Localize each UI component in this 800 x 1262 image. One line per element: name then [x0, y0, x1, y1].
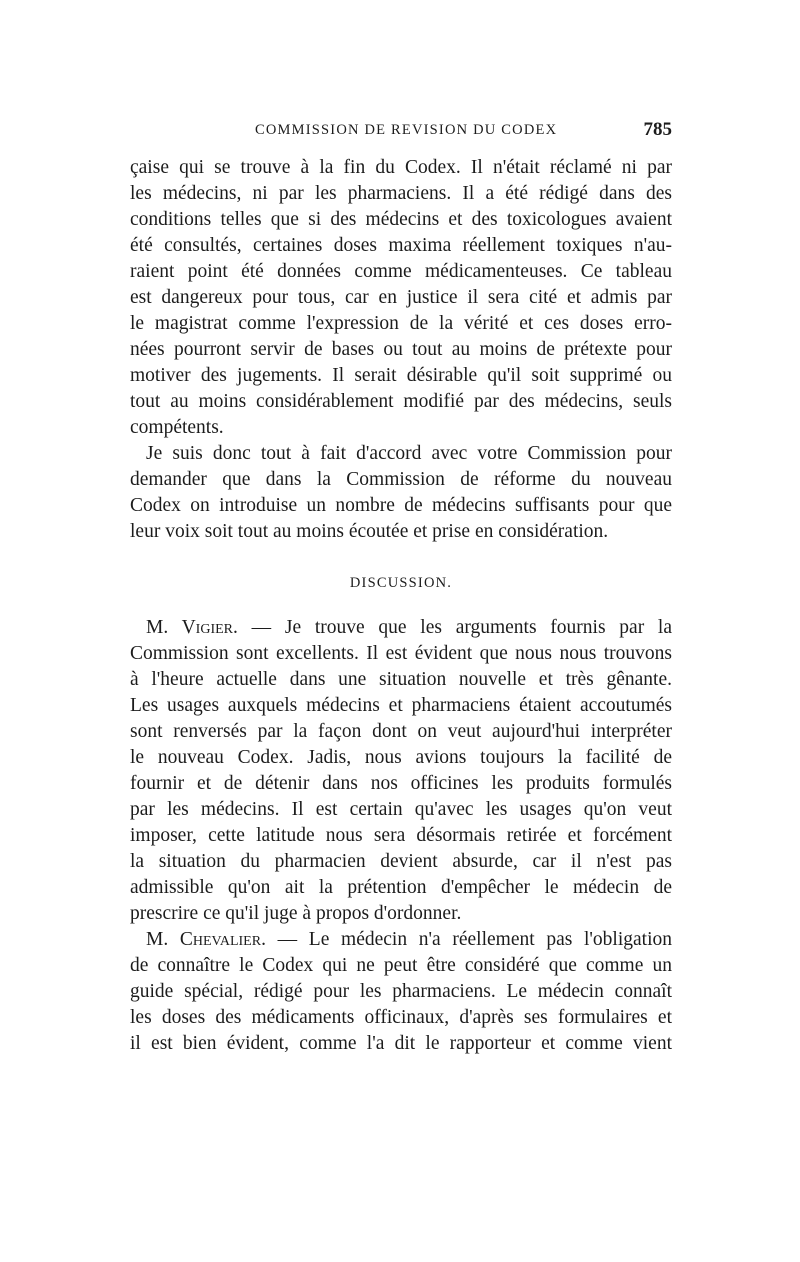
- text-fragment: — Je trouve que les arguments fournis par la: [237, 617, 672, 638]
- text-line: compétents.: [130, 417, 224, 438]
- text-line: la situation du pharmacien devient absurde, car il n'est pas: [130, 851, 672, 872]
- speaker-name: M. Vigier.: [146, 617, 238, 638]
- running-head: [130, 118, 672, 142]
- text-line: sont renversés par la façon dont on veut aujourd'hui interpréter: [130, 721, 672, 742]
- paragraph-2: [130, 441, 672, 545]
- text-line: çaise qui se trouve à la fin du Codex. Il n'était réclamé ni par: [130, 157, 672, 178]
- text-line: conditions telles que si des médecins et des toxicologues avaient: [130, 209, 672, 230]
- text-fragment: — Le médecin n'a réellement pas l'obligation: [265, 929, 672, 950]
- text-line: Codex on introduise un nombre de médecins suffisants pour que: [130, 495, 672, 516]
- text-line: par les médecins. Il est certain qu'avec les usages qu'on veut: [130, 799, 672, 820]
- discussion-heading: DISCUSSION.: [349, 575, 453, 591]
- text-line: les médecins, ni par les pharmaciens. Il a été rédigé dans des: [130, 183, 672, 204]
- text-line: est dangereux pour tous, car en justice il sera cité et admis par: [130, 287, 672, 308]
- text-line: raient point été données comme médicamenteuses. Ce tableau: [130, 261, 672, 282]
- paragraph-1: [130, 155, 672, 441]
- paragraph-4: [130, 927, 672, 1057]
- text-line: motiver des jugements. Il serait désirable qu'il soit supprimé ou: [130, 365, 672, 386]
- text-line: fournir et de détenir dans nos officines les produits formulés: [130, 773, 672, 794]
- speaker-name: M. Chevalier.: [146, 929, 266, 950]
- text-line: demander que dans la Commission de réforme du nouveau: [130, 469, 672, 490]
- text-line: prescrire ce qu'il juge à propos d'ordonner.: [130, 903, 462, 924]
- text-line: nées pourront servir de bases ou tout au moins de prétexte pour: [130, 339, 672, 360]
- text-line: les doses des médicaments officinaux, d'après ses formulaires et: [130, 1007, 672, 1028]
- text-line: Je suis donc tout à fait d'accord avec votre Commission pour: [146, 443, 672, 464]
- paragraph-3: [130, 615, 672, 927]
- text-line: Les usages auxquels médecins et pharmaciens étaient accoutumés: [130, 695, 672, 716]
- text-line: tout au moins considérablement modifié par des médecins, seuls: [130, 391, 672, 412]
- text-line: admissible qu'on ait la prétention d'empêcher le médecin de: [130, 877, 672, 898]
- text-line: guide spécial, rédigé pour les pharmaciens. Le médecin connaît: [130, 981, 672, 1002]
- text-line: été consultés, certaines doses maxima réellement toxiques n'au-: [130, 235, 672, 256]
- page-number: 785: [643, 119, 672, 140]
- text-line: [130, 615, 672, 641]
- text-line: imposer, cette latitude nous sera désormais retirée et forcément: [130, 825, 672, 846]
- text-line: le magistrat comme l'expression de la vérité et ces doses erro-: [130, 313, 672, 334]
- text-line: leur voix soit tout au moins écoutée et prise en considération.: [130, 521, 609, 542]
- text-line: [130, 927, 672, 953]
- text-line: à l'heure actuelle dans une situation nouvelle et très gênante.: [130, 669, 672, 690]
- text-line: il est bien évident, comme l'a dit le rapporteur et comme vient: [130, 1033, 672, 1054]
- text-line: Commission sont excellents. Il est évident que nous nous trouvons: [130, 643, 672, 664]
- text-line: de connaître le Codex qui ne peut être considéré que comme un: [130, 955, 672, 976]
- text-line: le nouveau Codex. Jadis, nous avions toujours la facilité de: [130, 747, 672, 768]
- running-title: COMMISSION DE REVISION DU CODEX: [255, 122, 558, 138]
